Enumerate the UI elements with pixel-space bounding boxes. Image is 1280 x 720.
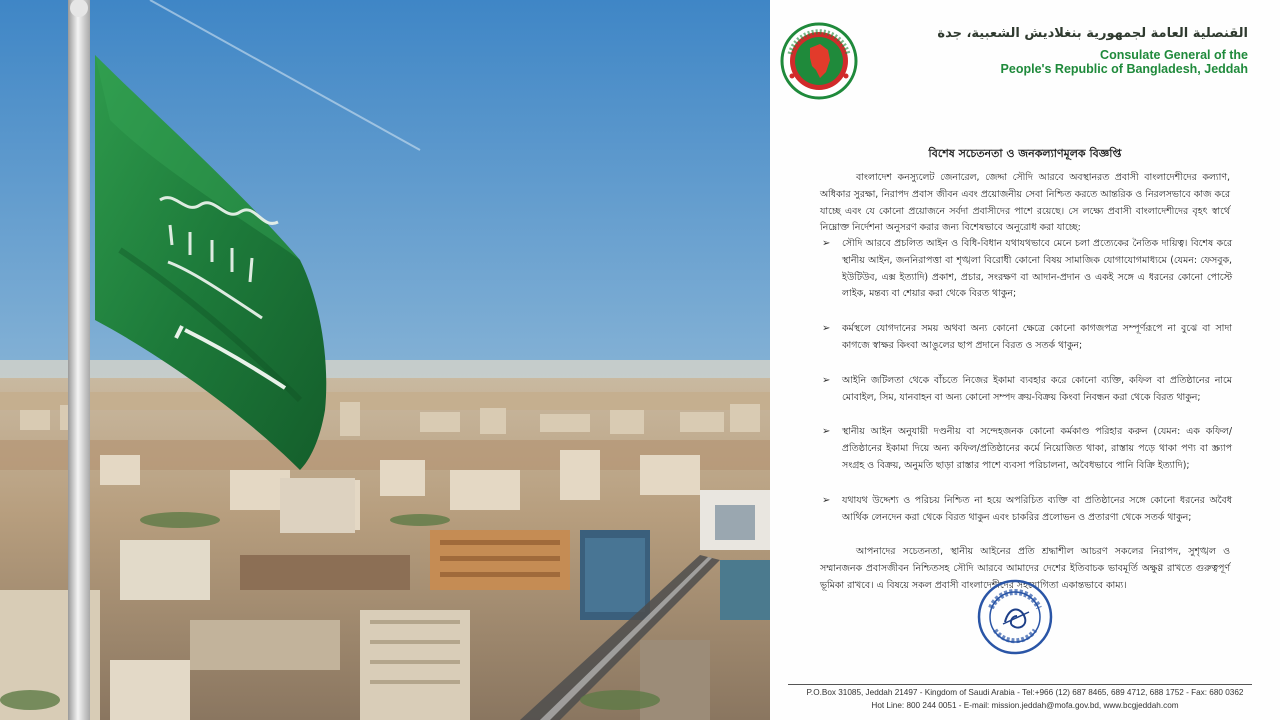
header-english-line1: Consulate General of the: [1100, 48, 1248, 62]
instruction-list: [822, 236, 1232, 544]
list-item: [822, 424, 1232, 474]
bangladesh-government-seal-icon: [780, 22, 858, 100]
list-item-text: স্থানীয় আইন অনুযায়ী দণ্ডনীয় বা সন্দেহজনক কোনো কর্মকাণ্ড পরিহার করুন (যেমন: এক কফিল/প্রতিষ্ঠানের ইকামা দিয়ে অন্য কফিল/প্রতিষ্ঠানের কর্মে নিয়োজিত থাকা, রাস্তায় পড়ে থাকা পণ্য বা স্ক্র্যাপ সংগ্রহ ও বিক্রয়, অনুমতি ছাড়া রাস্তার পাশে ব্যবসা পরিচালনা, অবৈধভাবে পানি বিক্রি ইত্যাদি);: [842, 426, 1232, 471]
list-item-text: সৌদি আরবে প্রচলিত আইন ও বিধি-বিধান যথাযথভাবে মেনে চলা প্রত্যেকের নৈতিক দায়িত্ব। বিশেষ করে স্থানীয় আইন, জননিরাপত্তা বা শৃঙ্খলা বিরোধী কোনো বিষয় সামাজিক যোগাযোগমাধ্যমে (যেমন: ফেসবুক, ইউটিউব, এক্স ইত্যাদি) প্রকাশ, প্রচার, সংরক্ষণ বা আদান-প্রদান ও একই সঙ্গে এ ধরনের কোনো পোস্টে লাইক, মন্তব্য বা শেয়ার করা থেকে বিরত থাকুন;: [842, 238, 1232, 300]
consulate-general-stamp-icon: [975, 578, 1055, 656]
header-english-line2: People's Republic of Bangladesh, Jeddah: [1000, 62, 1248, 76]
intro-paragraph: বাংলাদেশ কনস্যুলেট জেনারেল, জেদ্দা সৌদি আরবে অবস্থানরত প্রবাসী বাংলাদেশীদের কল্যাণ, অধিকার সুরক্ষা, নিরাপদ প্রবাস জীবন এবং প্রয়োজনীয় সেবা নিশ্চিত করতে আন্তরিক ও নিরলসভাবে কাজ করে যাচ্ছে এবং যে কোনো প্রয়োজনে সর্বদা প্রবাসীদের পাশে রয়েছে। সে লক্ষ্যে প্রবাসী বাংলাদেশীদের বৃহৎ স্বার্থে নিম্নোক্ত নির্দেশনা অনুসরণ করার জন্য বিশেষভাবে অনুরোধ করা যাচ্ছে:: [820, 172, 1230, 234]
header-arabic: القنصلية العامة لجمهورية بنغلاديش الشعبية، جدة: [937, 26, 1248, 41]
list-item-text: আইনি জটিলতা থেকে বাঁচতে নিজের ইকামা ব্যবহার করে কোনো ব্যক্তি, কফিল বা প্রতিষ্ঠানের নামে মোবাইল, সিম, যানবাহন বা অন্য কোনো সম্পদ ক্রয়-বিক্রয় কিংবা নিবন্ধন করা থেকে বিরত থাকুন;: [842, 374, 1232, 403]
closing-paragraph: আপনাদের সচেতনতা, স্থানীয় আইনের প্রতি শ্রদ্ধাশীল আচরণ সকলের নিরাপদ, সুশৃঙ্খল ও সম্মানজনক প্রবাসজীবন নিশ্চিতসহ সৌদি আরবে আমাদের দেশের ইতিবাচক ভাবমূর্তি অক্ষুণ্ণ রাখতে গুরুত্বপূর্ণ ভূমিকা রাখবে। এ বিষয়ে সকল প্রবাসী বাংলাদেশীদের সহযোগিতা একান্তভাবে কাম্য।: [820, 546, 1230, 591]
list-item: [822, 493, 1232, 527]
list-item-text: যথাযথ উদ্দেশ্য ও পরিচয় নিশ্চিত না হয়ে অপরিচিত ব্যক্তি বা প্রতিষ্ঠানের সঙ্গে কোনো ধরনের অবৈধ আর্থিক লেনদেন করা থেকে বিরত থাকুন এবং চাকরির প্রলোভন ও প্রতারণা থেকে সতর্ক থাকুন;: [842, 494, 1232, 523]
list-item: [822, 373, 1232, 407]
arrow-bullet-icon: ➢: [822, 323, 831, 335]
list-item-text: কর্মস্থলে যোগদানের সময় অথবা অন্য কোনো ক্ষেত্রে কোনো কাগজপত্র সম্পূর্ণরূপে না বুঝে বা সাদা কাগজে স্বাক্ষর কিংবা আঙুলের ছাপ প্রদানে বিরত ও সতর্ক থাকুন;: [842, 323, 1232, 351]
arrow-bullet-icon: ➢: [822, 426, 831, 438]
footer-address: P.O.Box 31085, Jeddah 21497 - Kingdom of Saudi Arabia - Tel:+966 (12) 687 8465, 689 4712, 688 1752 - Fax: 680 0362: [806, 688, 1244, 697]
list-item: [822, 236, 1232, 303]
notice-title: বিশেষ সচেতনতা ও জনকল্যাণমূলক বিজ্ঞপ্তি: [928, 147, 1122, 160]
footer-divider: [788, 684, 1252, 685]
list-item: [822, 321, 1232, 355]
flagpole: [68, 0, 90, 720]
arrow-bullet-icon: ➢: [822, 374, 831, 386]
consulate-notice-document: [770, 0, 1280, 720]
arrow-bullet-icon: ➢: [822, 494, 831, 506]
footer-contact: Hot Line: 800 244 0051 - E-mail: mission.jeddah@mofa.gov.bd, www.bcgjeddah.com: [871, 701, 1179, 710]
arrow-bullet-icon: ➢: [822, 238, 831, 249]
